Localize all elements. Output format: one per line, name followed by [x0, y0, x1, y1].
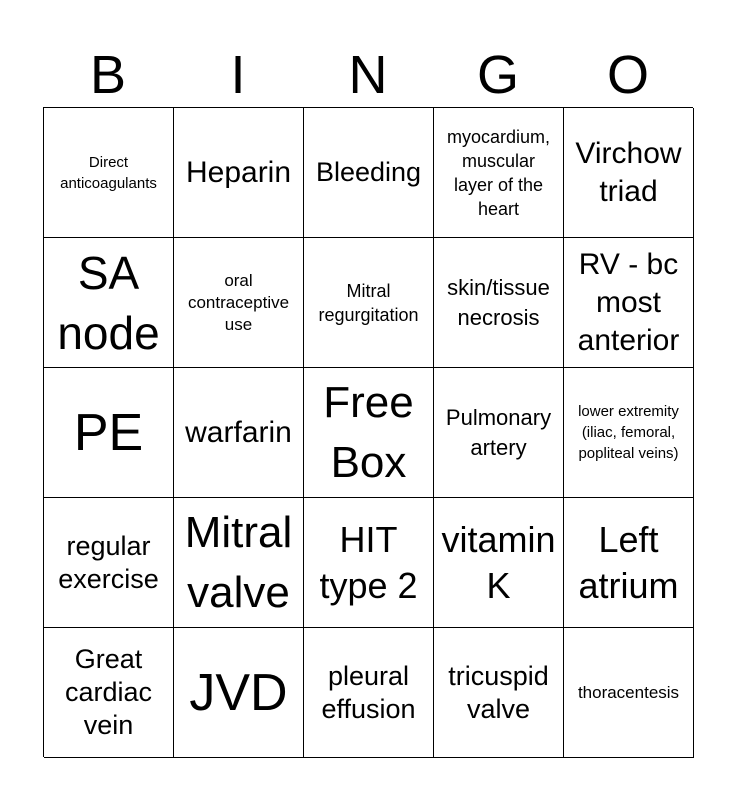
cell-text: Bleeding	[315, 157, 422, 187]
bingo-board	[43, 107, 693, 757]
header-letter-i: I	[230, 45, 246, 105]
bingo-cell[interactable]	[564, 108, 694, 238]
cell-text: Great cardiac vein	[64, 644, 153, 740]
free-box-cell[interactable]	[304, 368, 434, 498]
cell-text: Mitral valve	[184, 507, 293, 617]
bingo-cell[interactable]	[44, 238, 174, 368]
header-letter-b: B	[89, 45, 127, 105]
bingo-cell[interactable]	[564, 368, 694, 498]
cell-text: RV - bc most anterior	[577, 247, 680, 357]
bingo-cell[interactable]	[44, 108, 174, 238]
bingo-cell[interactable]	[304, 238, 434, 368]
bingo-cell[interactable]	[434, 498, 564, 628]
cell-text: JVD	[189, 663, 288, 722]
cell-text: warfarin	[185, 415, 292, 449]
bingo-cell[interactable]	[304, 108, 434, 238]
cell-text: Virchow triad	[575, 136, 682, 208]
cell-text: thoracentesis	[577, 682, 680, 702]
cell-text: lower extremity (iliac, femoral, popliteal veins)	[578, 403, 679, 462]
bingo-cell[interactable]	[434, 368, 564, 498]
header-letter-n: N	[348, 45, 388, 105]
bingo-cell[interactable]	[174, 498, 304, 628]
cell-text: tricuspid valve	[448, 660, 549, 724]
cell-text: SA node	[57, 246, 160, 359]
cell-text: vitamin K	[441, 518, 556, 606]
bingo-cell[interactable]	[434, 238, 564, 368]
cell-text: Free Box	[323, 377, 414, 487]
cell-text: Pulmonary artery	[445, 404, 552, 460]
bingo-cell[interactable]	[44, 628, 174, 758]
cell-text: pleural effusion	[321, 660, 416, 724]
header-letter-o: O	[606, 45, 649, 105]
bingo-cell[interactable]	[564, 628, 694, 758]
cell-text: Direct anticoagulants	[60, 153, 157, 192]
bingo-cell[interactable]	[434, 628, 564, 758]
bingo-cell[interactable]	[434, 108, 564, 238]
bingo-cell[interactable]	[564, 498, 694, 628]
cell-text: skin/tissue necrosis	[447, 274, 550, 330]
bingo-cell[interactable]	[304, 498, 434, 628]
cell-text: Mitral regurgitation	[318, 280, 419, 325]
bingo-cell[interactable]	[174, 108, 304, 238]
cell-text: Heparin	[185, 155, 292, 189]
cell-text: PE	[73, 403, 144, 462]
bingo-cell[interactable]	[44, 498, 174, 628]
cell-text: regular exercise	[58, 530, 159, 594]
bingo-cell[interactable]	[174, 628, 304, 758]
cell-text: myocardium, muscular layer of the heart	[446, 126, 551, 219]
cell-text: oral contraceptive use	[187, 270, 290, 334]
bingo-header	[43, 42, 693, 108]
header-letter-g: G	[476, 45, 519, 105]
cell-text: Left atrium	[578, 518, 679, 606]
bingo-cell[interactable]	[174, 238, 304, 368]
bingo-cell[interactable]	[564, 238, 694, 368]
bingo-cell[interactable]	[304, 628, 434, 758]
cell-text: HIT type 2	[319, 518, 418, 606]
bingo-cell[interactable]	[174, 368, 304, 498]
bingo-cell[interactable]	[44, 368, 174, 498]
